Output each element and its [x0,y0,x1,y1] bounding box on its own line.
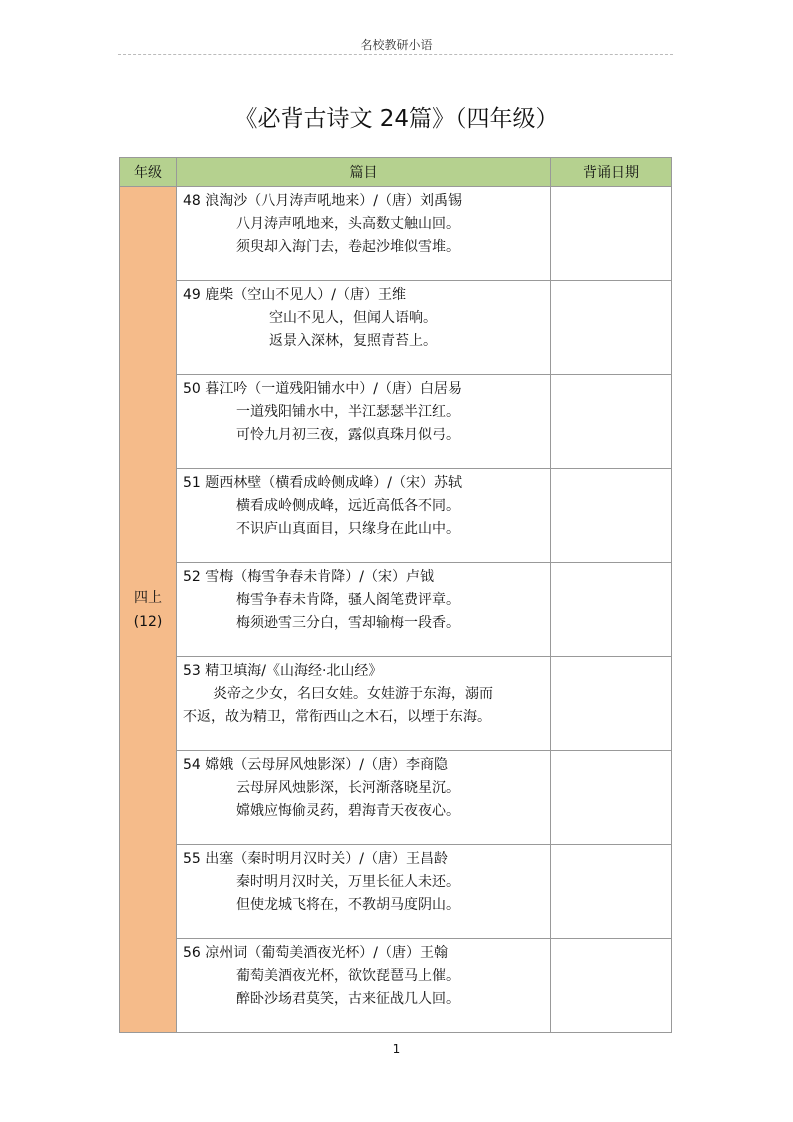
poem-line: 醉卧沙场君莫笑，古来征战几人回。 [236,991,460,1007]
poem-line: 一道残阳铺水中，半江瑟瑟半江红。 [236,404,460,420]
table-row [120,469,672,563]
poem-entry [177,751,551,845]
poem-line: 但使龙城飞将在，不教胡马度阴山。 [236,897,460,913]
table-header-row [120,158,672,187]
table-row [120,751,672,845]
poem-table [119,157,672,1033]
poem-line: 可怜九月初三夜，露似真珠月似弓。 [236,427,460,443]
recite-date-cell[interactable] [551,751,672,845]
poem-heading: 51 题西林壁（横看成岭侧成峰）/（宋）苏轼 [183,475,462,491]
poem-line: 秦时明月汉时关，万里长征人未还。 [236,874,460,890]
table-row [120,939,672,1033]
column-header-title: 篇目 [177,158,551,187]
recite-date-cell[interactable] [551,281,672,375]
poem-line: 梅雪争春未肯降，骚人阁笔费评章。 [236,592,460,608]
column-header-date: 背诵日期 [551,158,672,187]
poem-line: 葡萄美酒夜光杯，欲饮琵琶马上催。 [236,968,460,984]
poem-heading: 52 雪梅（梅雪争春未肯降）/（宋）卢钺 [183,569,434,585]
poem-entry [177,939,551,1033]
poem-entry [177,563,551,657]
recite-date-cell[interactable] [551,845,672,939]
column-header-grade: 年级 [120,158,177,187]
poem-line: 云母屏风烛影深，长河渐落晓星沉。 [236,780,460,796]
poem-heading: 49 鹿柴（空山不见人）/（唐）王维 [183,287,406,303]
table-row [120,187,672,281]
poem-entry [177,375,551,469]
poem-heading: 50 暮江吟（一道残阳铺水中）/（唐）白居易 [183,381,462,397]
poem-entry [177,187,551,281]
table-row [120,375,672,469]
header-divider [118,54,673,55]
table-row [120,657,672,751]
table-row [120,281,672,375]
poem-line: 梅须逊雪三分白，雪却输梅一段香。 [236,615,460,631]
poem-entry [177,281,551,375]
poem-line: 返景入深林，复照青苔上。 [269,333,437,349]
poem-line: 空山不见人，但闻人语响。 [269,310,437,326]
table-row [120,845,672,939]
grade-label: 四上 [134,589,162,606]
poem-line: 八月涛声吼地来，头高数丈触山回。 [236,216,460,232]
document-title: 《必背古诗文 24篇》（四年级） [234,106,559,132]
recite-date-cell[interactable] [551,469,672,563]
table-row [120,563,672,657]
recite-date-cell[interactable] [551,939,672,1033]
page-number: 1 [392,1042,401,1056]
poem-line: 嫦娥应悔偷灵药，碧海青天夜夜心。 [236,803,460,819]
poem-entry [177,657,551,751]
poem-line: 须臾却入海门去，卷起沙堆似雪堆。 [236,239,460,255]
poem-heading: 53 精卫填海/《山海经·北山经》 [183,663,383,679]
poem-heading: 56 凉州词（葡萄美酒夜光杯）/（唐）王翰 [183,945,448,961]
recite-date-cell[interactable] [551,563,672,657]
page-header: 名校教研小语 [360,38,433,52]
recite-date-cell[interactable] [551,375,672,469]
grade-cell [120,187,177,1033]
poem-entry [177,845,551,939]
poem-entry [177,469,551,563]
poem-heading: 55 出塞（秦时明月汉时关）/（唐）王昌龄 [183,851,448,867]
poem-heading: 48 浪淘沙（八月涛声吼地来）/（唐）刘禹锡 [183,193,462,209]
prose-line: 炎帝之少女，名曰女娃。女娃游于东海，溺而 [213,686,493,702]
recite-date-cell[interactable] [551,657,672,751]
prose-line: 不返，故为精卫，常衔西山之木石，以堙于东海。 [183,709,491,725]
poem-heading: 54 嫦娥（云母屏风烛影深）/（唐）李商隐 [183,757,448,773]
poem-line: 横看成岭侧成峰，远近高低各不同。 [236,498,460,514]
grade-count: (12) [133,613,163,630]
poem-line: 不识庐山真面目，只缘身在此山中。 [236,521,460,537]
recite-date-cell[interactable] [551,187,672,281]
